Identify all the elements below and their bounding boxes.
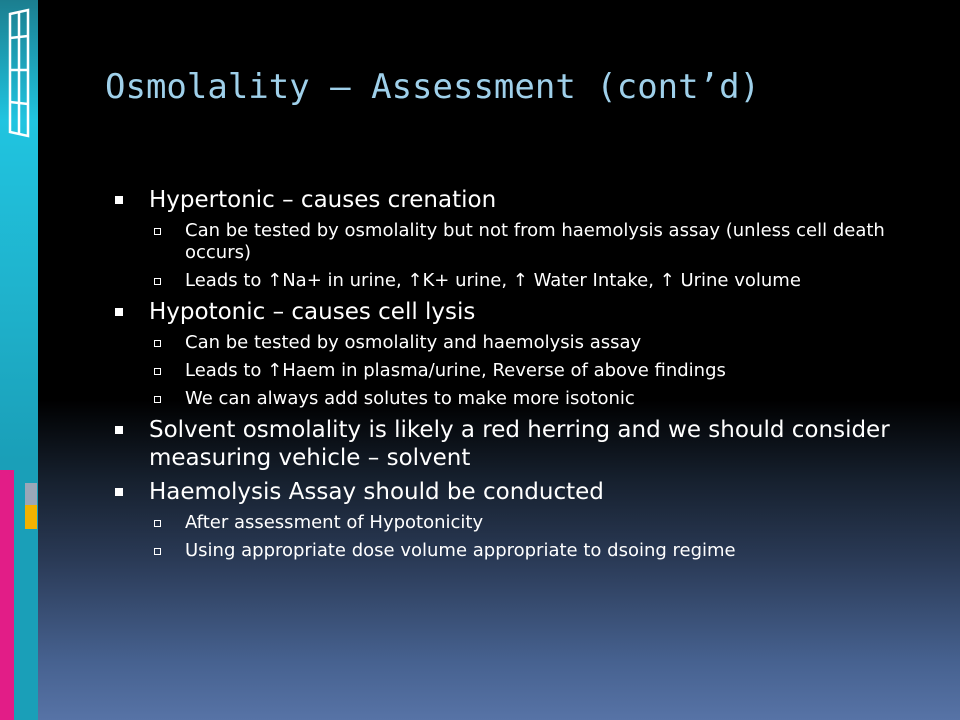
- bullet-item: [112, 298, 942, 326]
- bullet-item: [112, 186, 942, 214]
- hollow-square-bullet-icon: [154, 396, 161, 403]
- bullet-text: Solvent osmolality is likely a red herring and we should consider measuring vehicle – solvent: [149, 417, 890, 471]
- bullet-list: [112, 186, 942, 568]
- hollow-square-bullet-icon: [154, 278, 161, 285]
- sub-bullet-text: Using appropriate dose volume appropriate to dsoing regime: [185, 540, 736, 561]
- sub-bullet-text: Can be tested by osmolality and haemolysis assay: [185, 332, 642, 353]
- sub-bullet-item: [112, 270, 942, 292]
- hollow-square-bullet-icon: [154, 520, 161, 527]
- sub-bullet-text: Can be tested by osmolality but not from haemolysis assay (unless cell death occurs): [185, 220, 885, 263]
- sub-bullet-item: [112, 220, 942, 264]
- sub-bullet-item: [112, 332, 942, 354]
- sub-bullet-text: After assessment of Hypotonicity: [185, 512, 484, 533]
- hollow-square-bullet-icon: [154, 548, 161, 555]
- square-bullet-icon: [115, 196, 123, 204]
- sub-bullet-item: [112, 388, 942, 410]
- sub-bullet-item: [112, 360, 942, 382]
- sub-bullet-item: [112, 512, 942, 534]
- bullet-text: Haemolysis Assay should be conducted: [149, 479, 604, 505]
- bullet-item: [112, 478, 942, 506]
- hollow-square-bullet-icon: [154, 368, 161, 375]
- slide-title: Osmolality – Assessment (cont’d): [105, 67, 761, 107]
- sub-bullet-text: We can always add solutes to make more isotonic: [185, 388, 635, 409]
- hollow-square-bullet-icon: [154, 228, 161, 235]
- square-bullet-icon: [115, 308, 123, 316]
- sub-bullet-text: Leads to ↑Haem in plasma/urine, Reverse of above findings: [185, 360, 726, 381]
- square-bullet-icon: [115, 488, 123, 496]
- sub-bullet-text: Leads to ↑Na+ in urine, ↑K+ urine, ↑ Water Intake, ↑ Urine volume: [185, 270, 801, 291]
- bullet-item: [112, 416, 942, 472]
- sub-bullet-item: [112, 540, 942, 562]
- magenta-accent-bar: [0, 470, 14, 720]
- gray-accent-square: [25, 483, 37, 505]
- gold-accent-square: [25, 505, 37, 529]
- square-bullet-icon: [115, 426, 123, 434]
- bullet-text: Hypotonic – causes cell lysis: [149, 299, 476, 325]
- window-grid-icon: [6, 8, 32, 140]
- hollow-square-bullet-icon: [154, 340, 161, 347]
- bullet-text: Hypertonic – causes crenation: [149, 187, 497, 213]
